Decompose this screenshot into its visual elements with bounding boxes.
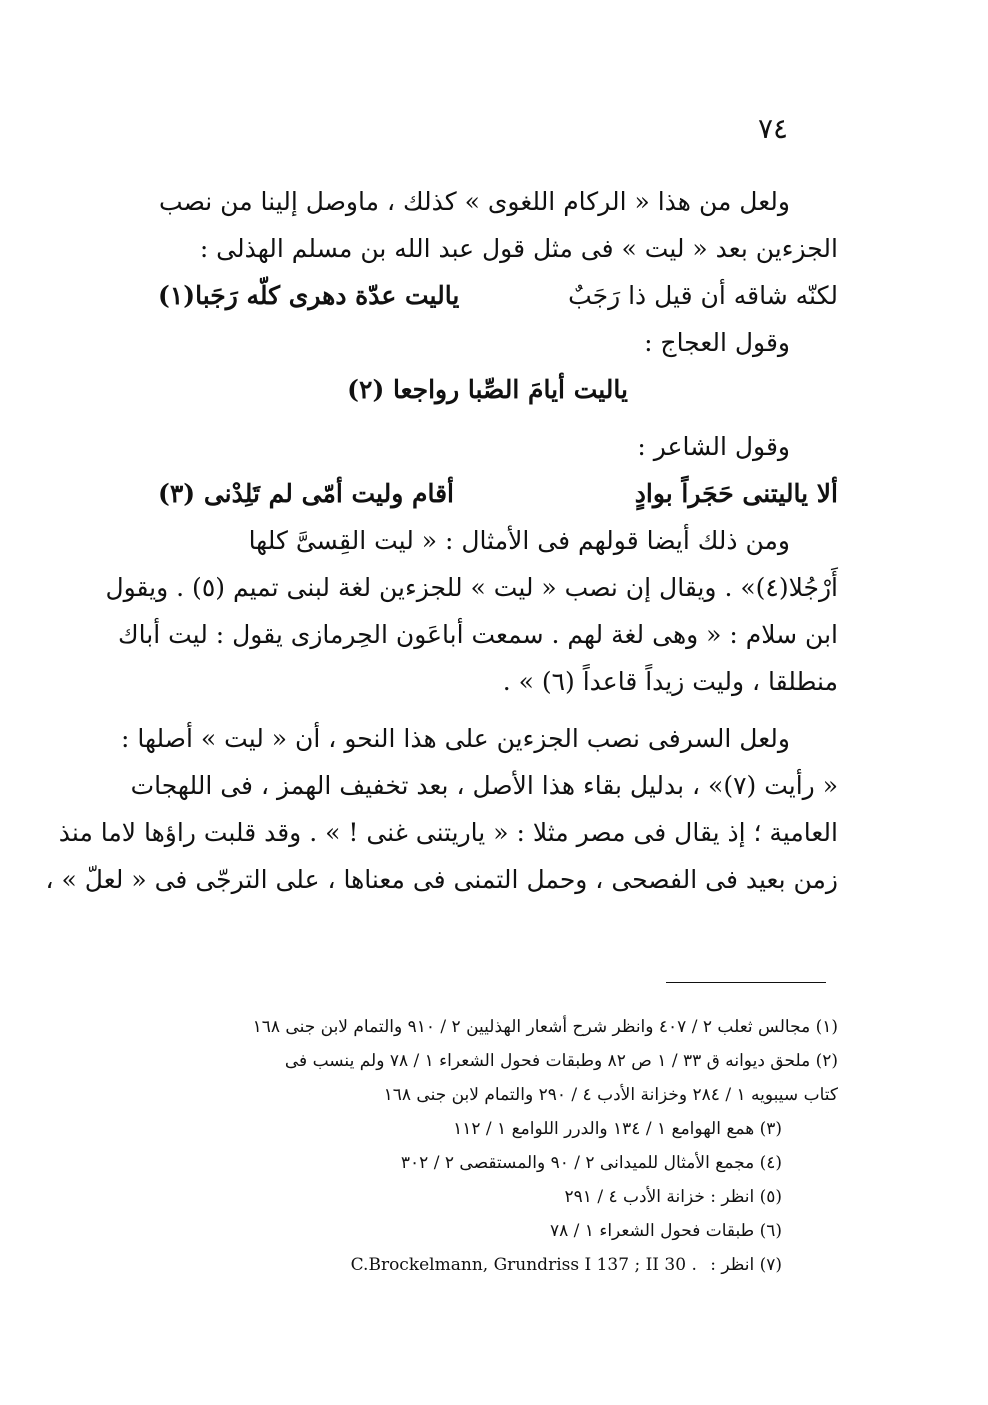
paragraph-1-line-2: الجزءين بعد « ليت » فى مثل قول عبد الله بن مسلم الهذلى : <box>199 234 838 263</box>
verse-1 <box>158 272 838 319</box>
footnote-1: (١) مجالس ثعلب ٢ / ٤٠٧ وانظر شرح أشعار الهذليين ٢ / ٩١٠ والتمام لابن جنى ١٦٨ <box>252 1017 838 1037</box>
paragraph-3-line-1: ولعل السرفى نصب الجزءين على هذا النحو ، أن « ليت » أصلها : <box>121 724 790 753</box>
paragraph-3-line-2: « رأيت (٧)» ، بدليل بقاء هذا الأصل ، بعد تخفيف الهمز ، فى اللهجات <box>130 771 838 800</box>
footnotes <box>158 1010 838 1282</box>
footnote-7-reference: C.Brockelmann, Grundriss I 137 ; II 30 . <box>350 1255 697 1275</box>
verse-2-intro: وقول العجاج : <box>644 328 790 357</box>
footnote-7-label: (٧) انظر : <box>710 1255 782 1275</box>
verse-3-second-hemistich: أقام وليت أمّى لم تَلِدْنى (٣) <box>158 479 454 508</box>
verse-3 <box>158 470 838 517</box>
verse-3-intro: وقول الشاعر : <box>637 432 790 461</box>
paragraph-1-line-1: ولعل من هذا « الركام اللغوى » كذلك ، ماوصل إلينا من نصب <box>159 187 790 216</box>
footnote-2-continuation: كتاب سيبويه ١ / ٢٨٤ وخزانة الأدب ٤ / ٢٩٠ والتمام لابن جنى ١٦٨ <box>383 1085 838 1105</box>
paragraph-2-line-1: ومن ذلك أيضا قولهم فى الأمثال : « ليت القِسىَّ كلها <box>248 526 790 555</box>
footnote-4: (٤) مجمع الأمثال للميدانى ٢ / ٩٠ والمستقصى ٢ / ٣٠٢ <box>400 1153 782 1173</box>
footnote-6: (٦) طبقات فحول الشعراء ١ / ٧٨ <box>549 1221 782 1241</box>
paragraph-3-line-3: العامية ؛ إذ يقال فى مصر مثلا : « ياريتنى غنى ! » . وقد قلبت راؤها لاما منذ <box>58 818 838 847</box>
footnote-separator <box>666 982 826 983</box>
paragraph-2-line-4: منطلقا ، وليت زيداً قاعداً (٦) » . <box>502 667 838 696</box>
verse-1-second-hemistich: ياليت عدّة دهرى كلّه رَجَبا(١) <box>158 281 460 310</box>
footnote-7 <box>158 1248 838 1282</box>
paragraph-2-line-3: ابن سلام : « وهى لغة لهم . سمعت أباعَون الحِرمازى يقول : ليت أباك <box>118 620 838 649</box>
main-text <box>45 178 838 903</box>
footnote-2: (٢) ملحق ديوانه ق ٣٣ / ١ ص ٨٢ وطبقات فحول الشعراء ١ / ٧٨ ولم ينسب فى <box>284 1051 838 1071</box>
verse-2: ياليت أيامَ الصِّبا رواجعا (٢) <box>347 375 628 404</box>
verse-1-first-hemistich: لكنّه شاقه أن قيل ذا رَجَبٌ <box>568 281 838 310</box>
verse-3-first-hemistich: ألا ياليتنى حَجَراً بوادٍ <box>634 479 838 508</box>
paragraph-3-line-4: زمن بعيد فى الفصحى ، وحمل التمنى فى معناها ، على الترجّى فى « لعلّ » ، <box>45 865 838 894</box>
page-number: ٧٤ <box>758 112 789 145</box>
paragraph-2-line-2: أَرْجُلا(٤)» . ويقال إن نصب « ليت » للجزءين لغة لبنى تميم (٥) . ويقول <box>105 573 838 602</box>
footnote-3: (٣) همع الهوامع ١ / ١٣٤ والدرر اللوامع ١ / ١١٢ <box>453 1119 782 1139</box>
footnote-5: (٥) انظر : خزانة الأدب ٤ / ٢٩١ <box>564 1187 782 1207</box>
